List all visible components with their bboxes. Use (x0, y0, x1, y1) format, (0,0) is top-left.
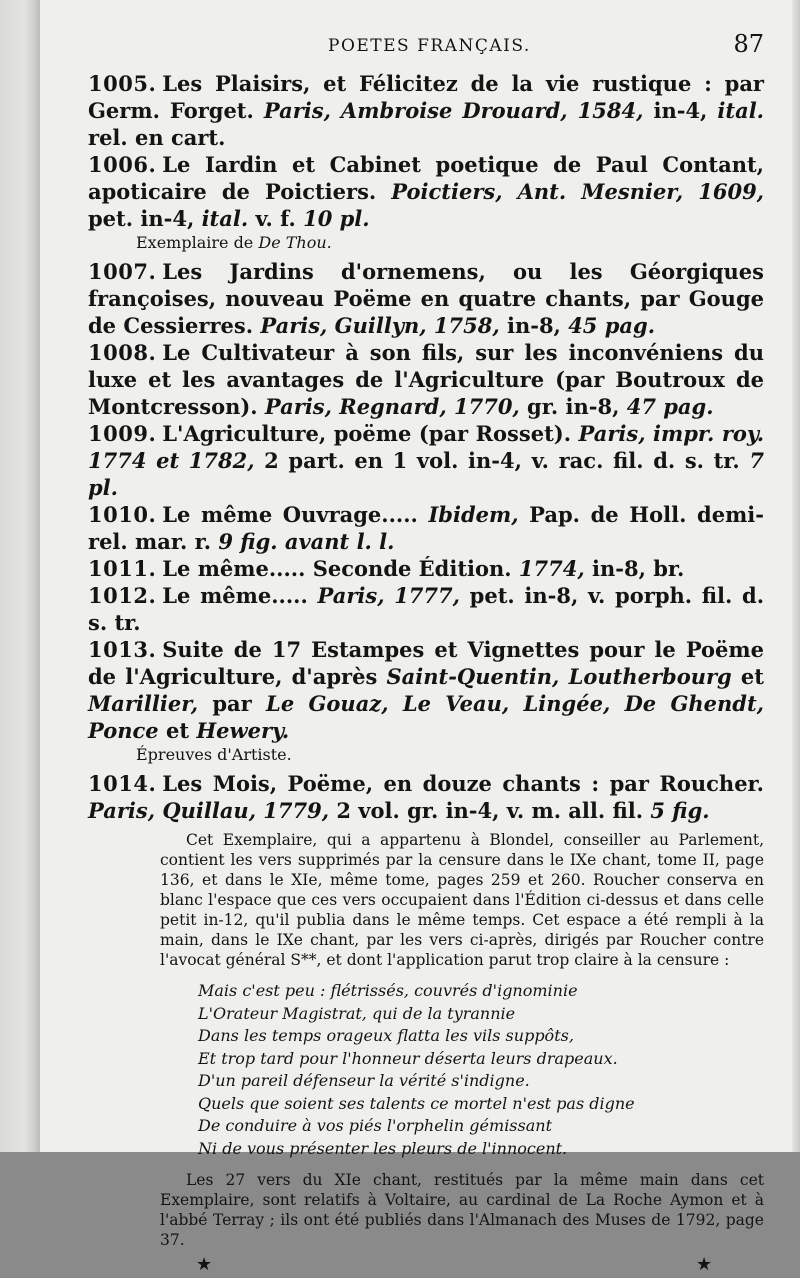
catalogue-entry (88, 420, 764, 501)
entry-italic-text: Hewery. (196, 718, 290, 743)
verse-line: De conduire à vos piés l'orphelin gémissant (198, 1116, 552, 1135)
entry-number: 1007. (88, 259, 157, 284)
verse-line: Ni de vous présenter les pleurs de l'innocent. (198, 1138, 568, 1158)
entry-text: L'Agriculture, poëme (par Rosset). (162, 421, 579, 446)
entry-number: 1013. (88, 637, 157, 662)
entry-italic-text: Saint-Quentin, Loutherbourg (386, 664, 732, 689)
entry-text: in-8, br. (584, 556, 685, 581)
verse-line: Quels que soient ses talents ce mortel n'est pas digne (198, 1093, 635, 1113)
entry-italic-text: 10 pl. (303, 206, 370, 231)
catalogue-entry (88, 501, 764, 555)
entry-text: pet. in-4, (88, 206, 202, 231)
end-ornaments (88, 1254, 764, 1278)
entry-italic-text: Poictiers, Ant. Mesnier, 1609, (391, 179, 764, 204)
entry-text: gr. in-8, (519, 394, 627, 419)
commentary-paragraph-2: Les 27 vers du XIe chant, restitués par la même main dans cet Exemplaire, sont relatifs à Voltaire, au cardinal de La Roche Aymon et à l'abbé Terray ; ils ont été publiés dans l'Almanach des Muses de 1792, page 37. (160, 1171, 764, 1249)
entry-italic-text: Le Gouaz, Le Veau, Lingée, De Ghendt, Ponce (88, 691, 764, 743)
running-title: POETES FRANÇAIS. (328, 36, 531, 56)
page-header (88, 30, 764, 70)
entry-italic-text: 7 pl. (88, 448, 765, 500)
catalogue-entry (88, 151, 764, 232)
verse-line: L'Orateur Magistrat, qui de la tyrannie (198, 1003, 516, 1023)
catalogue-entry (88, 582, 764, 636)
catalogue-entry (88, 636, 764, 744)
entry-italic-text: Paris, Regnard, 1770, (264, 394, 520, 419)
note-provenance-name: De Thou. (258, 233, 332, 252)
entry-italic-text: 45 pag. (568, 313, 656, 338)
entry-text: Le Iardin et Cabinet poetique de Paul Contant, apoticaire de Poictiers. (88, 152, 764, 204)
entry-text: 2 vol. gr. in-4, v. m. all. fil. (329, 798, 651, 823)
entry-italic-text: 47 pag. (626, 394, 714, 419)
entry-text: Les Plaisirs, et Félicitez de la vie rustique : par Germ. Forget. (88, 71, 764, 123)
page-content (88, 30, 764, 1278)
catalogue-entry (88, 70, 764, 151)
entry-text: Les Mois, Poëme, en douze chants : par Roucher. (162, 771, 764, 796)
entry-italic-text: Paris, 1777, (317, 583, 460, 608)
verse-line: Mais c'est peu : flétrissés, couvrés d'ignominie (198, 981, 578, 1000)
entry-italic-text: 5 fig. (650, 798, 710, 823)
entry-text: Les Jardins d'ornemens, ou les Géorgiques françoises, nouveau Poëme en quatre chants, par Gouge de Cessierres. (88, 259, 764, 338)
entry-text: Le même..... Seconde Édition. (162, 556, 519, 581)
page-spine-shadow (0, 0, 40, 1152)
entry-1014-commentary (88, 830, 764, 1250)
verse-line: Et trop tard pour l'honneur déserta leurs drapeaux. (198, 1048, 618, 1068)
verse-line: Dans les temps orageux flatta les vils suppôts, (198, 1026, 574, 1045)
entry-text: et (158, 718, 197, 743)
entry-text: v. f. (248, 206, 304, 231)
entry-text: in-8, (499, 313, 569, 338)
entry-text: Suite de 17 Estampes et Vignettes pour le Poëme de l'Agriculture, d'après (88, 637, 764, 689)
entry-note (88, 232, 764, 254)
entry-italic-text: 1774, (518, 556, 585, 581)
entry-number: 1008. (88, 340, 157, 365)
entry-italic-text: ital. (201, 206, 249, 231)
entry-number: 1014. (88, 771, 157, 796)
entry-italic-text: Ibidem, (428, 502, 519, 527)
entry-number: 1005. (88, 71, 157, 96)
entry-italic-text: Paris, impr. roy. 1774 et 1782, (88, 421, 765, 473)
catalogue-entry (88, 555, 764, 582)
entry-note (88, 744, 764, 766)
catalogue-entry (88, 339, 764, 420)
entry-text: rel. en cart. (88, 125, 226, 150)
note-text: Épreuves d'Artiste. (136, 745, 292, 764)
entry-text: in-4, (643, 98, 718, 123)
verse-line: D'un pareil défenseur la vérité s'indigne. (198, 1071, 530, 1090)
star-ornament-icon: ★ (696, 1254, 713, 1275)
catalogue-entries (88, 70, 764, 824)
commentary-paragraph-1: Cet Exemplaire, qui a appartenu à Blondel, conseiller au Parlement, contient les vers supprimés par la censure dans le IXe chant, tome II, page 136, et dans le XIe, même tome, pages 259 et 260. Roucher conserva en blanc l'espace que ces vers occupaient dans l'Édition ci-dessus et dans celle petit in-12, qu'il publia dans le même temps. Cet espace a été rempli à la main, dans le IXe chant, par les vers ci-après, dirigés par Roucher contre l'avocat général S**, et dont l'application parut trop claire à la censure : (160, 831, 764, 969)
entry-italic-text: 9 fig. avant l. l. (218, 529, 395, 554)
entry-italic-text: Paris, Guillyn, 1758, (260, 313, 500, 338)
entry-number: 1006. (88, 152, 157, 177)
star-ornament-icon: ★ (196, 1254, 213, 1275)
entry-text: Le même..... (162, 583, 318, 608)
entry-italic-text: Paris, Quillau, 1779, (88, 798, 330, 823)
entry-text: Le Cultivateur à son fils, sur les inconvéniens du luxe et les avantages de l'Agriculture (par Boutroux de Montcresson). (88, 340, 764, 419)
entry-number: 1012. (88, 583, 157, 608)
entry-text: et (731, 664, 764, 689)
note-text: Exemplaire de (136, 233, 259, 252)
entry-number: 1009. (88, 421, 157, 446)
catalogue-entry (88, 770, 764, 824)
entry-number: 1011. (88, 556, 157, 581)
catalogue-entry (88, 258, 764, 339)
entry-text: Le même Ouvrage..... (162, 502, 429, 527)
entry-number: 1010. (88, 502, 157, 527)
suppressed-verses (198, 980, 764, 1160)
entry-text: pet. in-8, v. porph. fil. d. s. tr. (88, 583, 765, 635)
entry-italic-text: Marillier, (88, 691, 199, 716)
entry-text: par (198, 691, 267, 716)
entry-text: Pap. de Holl. demi-rel. mar. r. (88, 502, 764, 554)
entry-text: 2 part. en 1 vol. in-4, v. rac. fil. d. s. tr. (254, 448, 750, 473)
page-number: 87 (733, 30, 764, 58)
entry-italic-text: ital. (717, 98, 764, 123)
entry-italic-text: Paris, Ambroise Drouard, 1584, (263, 98, 644, 123)
page-edge (792, 0, 800, 1152)
